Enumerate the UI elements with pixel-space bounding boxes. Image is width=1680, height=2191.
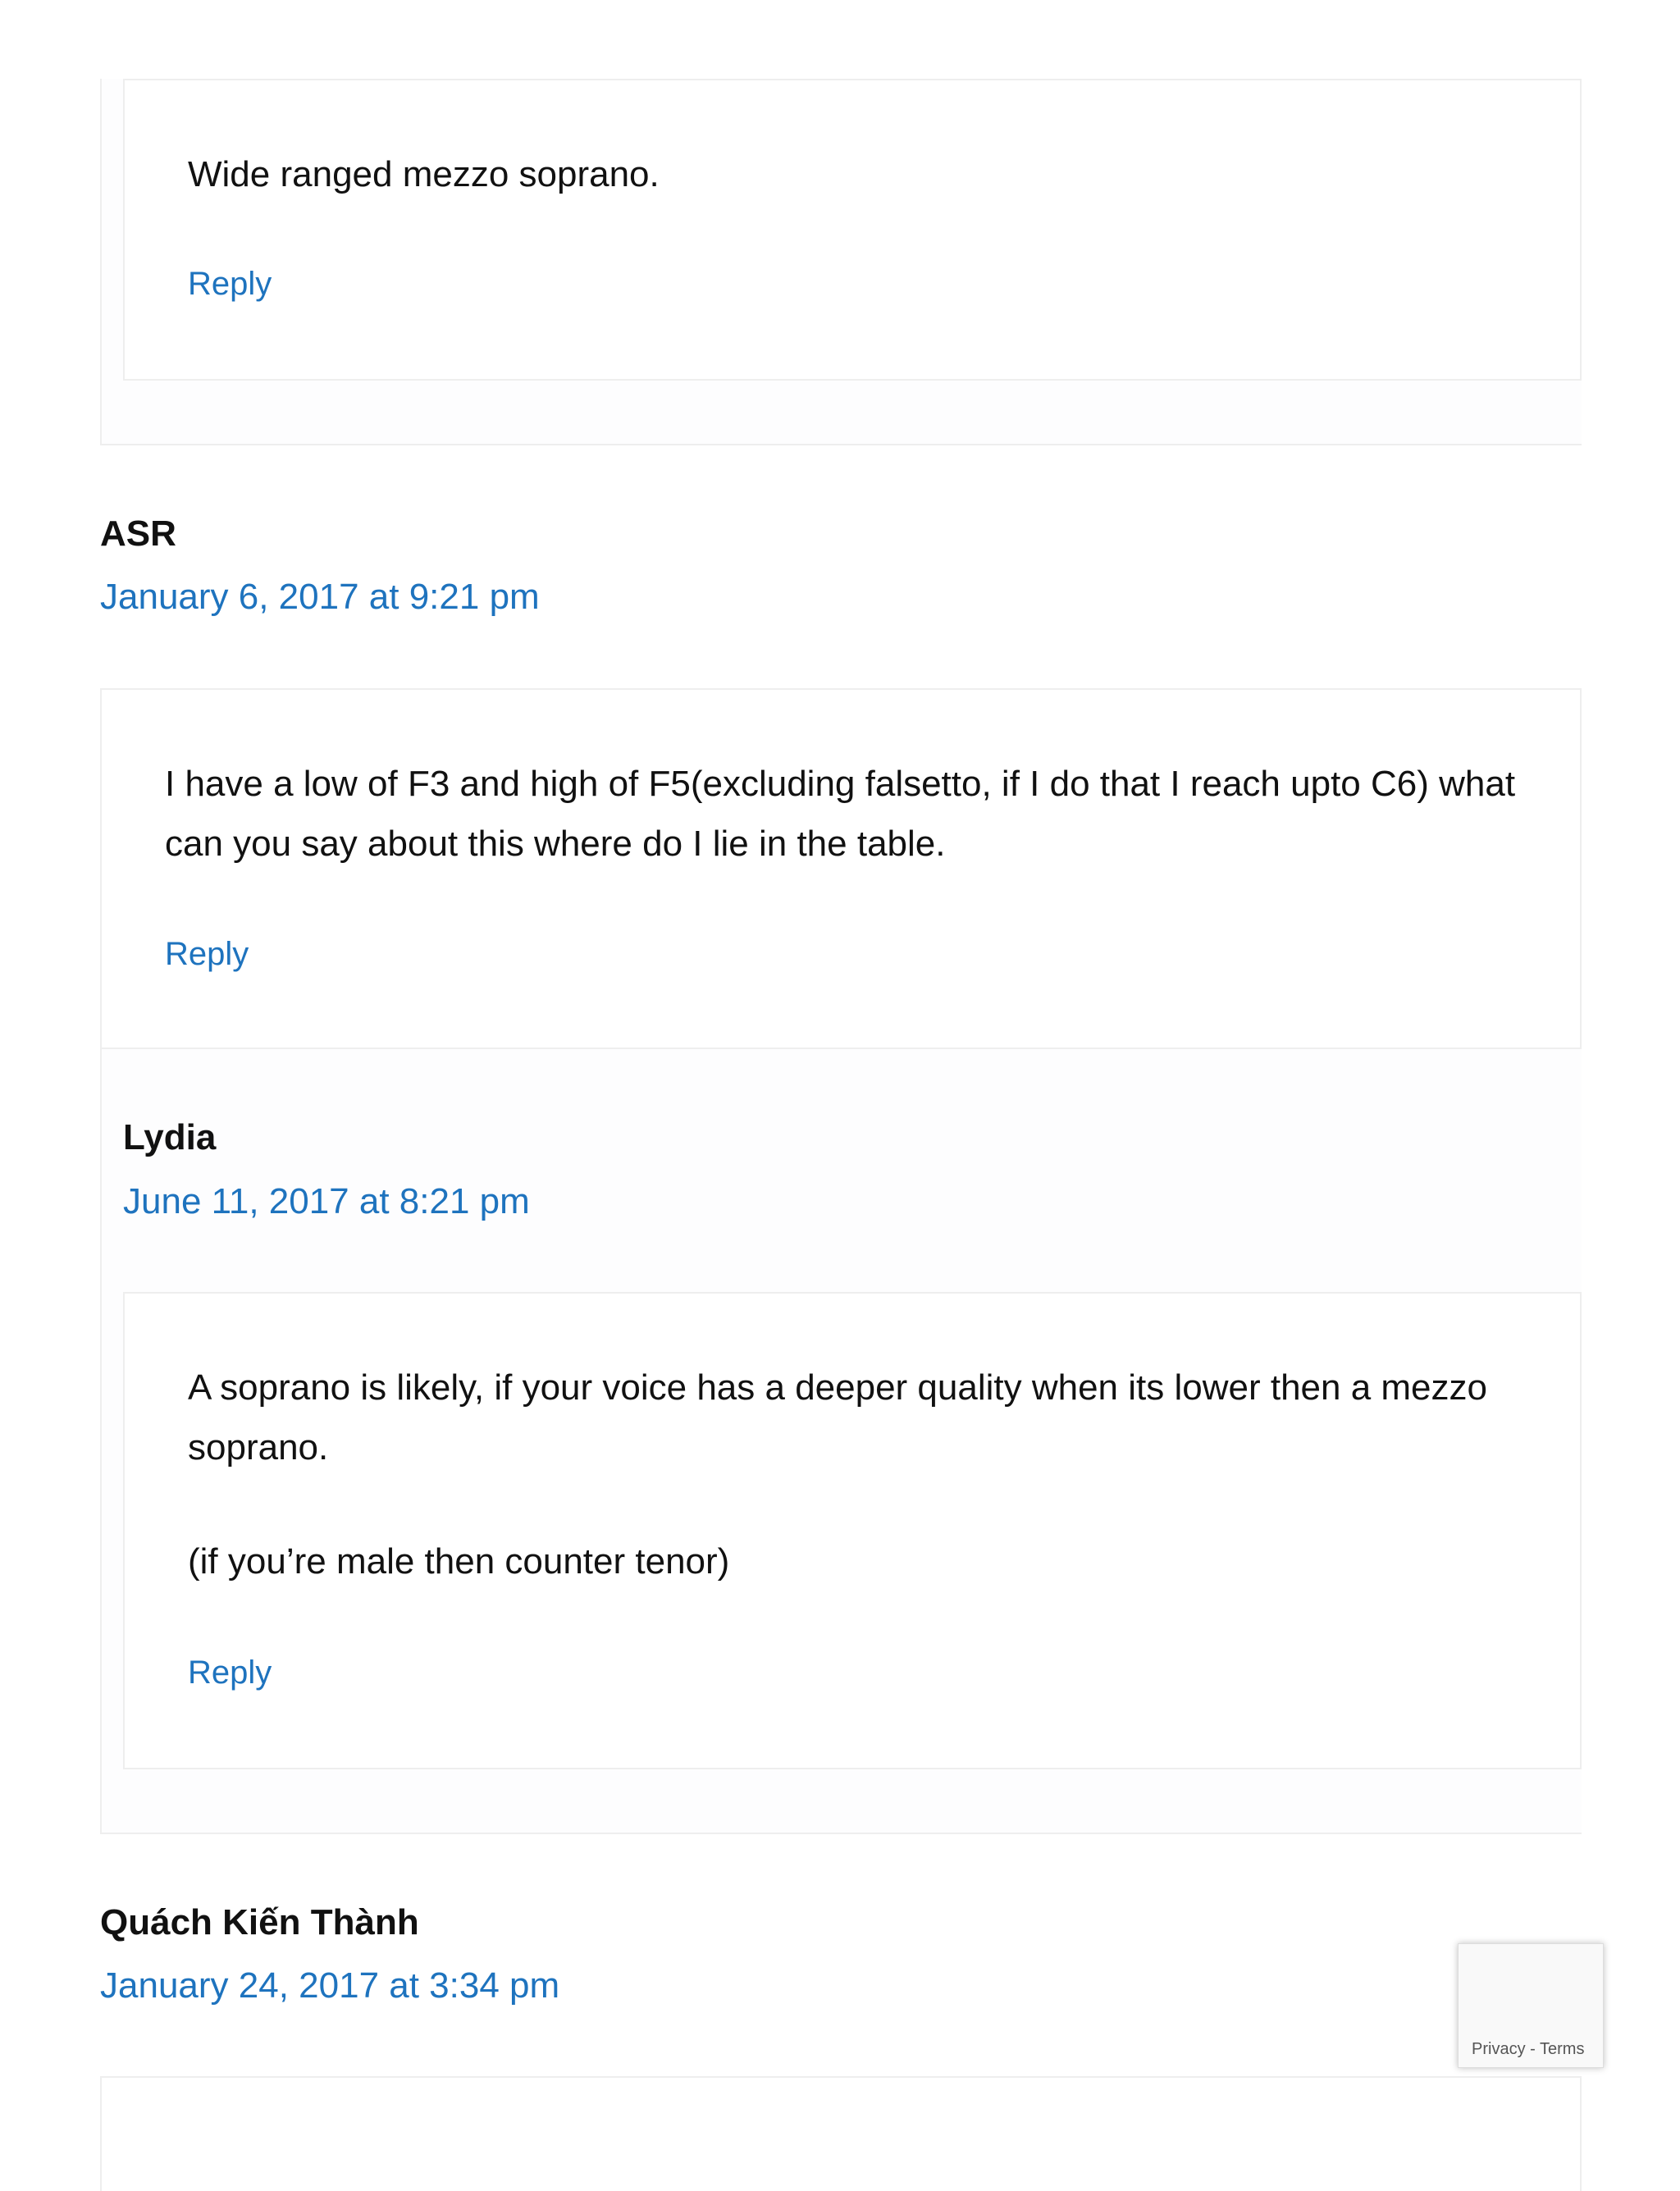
comment-body-box	[123, 79, 1582, 381]
reply-link[interactable]: Reply	[165, 936, 249, 972]
recaptcha-links	[1472, 2040, 1584, 2059]
comment-author: Lydia	[123, 1117, 217, 1157]
comment-date-link[interactable]: June 11, 2017 at 8:21 pm	[123, 1181, 530, 1221]
comment-body-box	[100, 2076, 1582, 2191]
reply-link[interactable]: Reply	[188, 1655, 272, 1691]
recaptcha-badge[interactable]	[1458, 1943, 1604, 2068]
recaptcha-terms-link[interactable]: Terms	[1540, 2040, 1585, 2058]
comment-text: I have a low of F3 and high of F5(excluding falsetto, if I do that I reach upto C6) what can you say about this where do I lie in the table.	[165, 764, 1516, 864]
comment-body-box	[100, 688, 1582, 1049]
comment-date-link[interactable]: January 6, 2017 at 9:21 pm	[100, 577, 540, 617]
reply-link[interactable]: Reply	[188, 266, 272, 302]
recaptcha-separator: -	[1525, 2040, 1540, 2058]
comment-text: (if you’re male then counter tenor)	[188, 1541, 730, 1582]
comment-author: ASR	[100, 514, 176, 554]
comment-text: A soprano is likely, if your voice has a deeper quality when its lower then a mezzo soprano.	[188, 1367, 1487, 1468]
comment-author: Quách Kiến Thành	[100, 1902, 419, 1942]
comment-date-link[interactable]: January 24, 2017 at 3:34 pm	[100, 1965, 560, 2006]
recaptcha-privacy-link[interactable]: Privacy	[1472, 2040, 1526, 2058]
comment-body-box	[123, 1292, 1582, 1769]
comment-text: Wide ranged mezzo soprano.	[188, 154, 660, 194]
